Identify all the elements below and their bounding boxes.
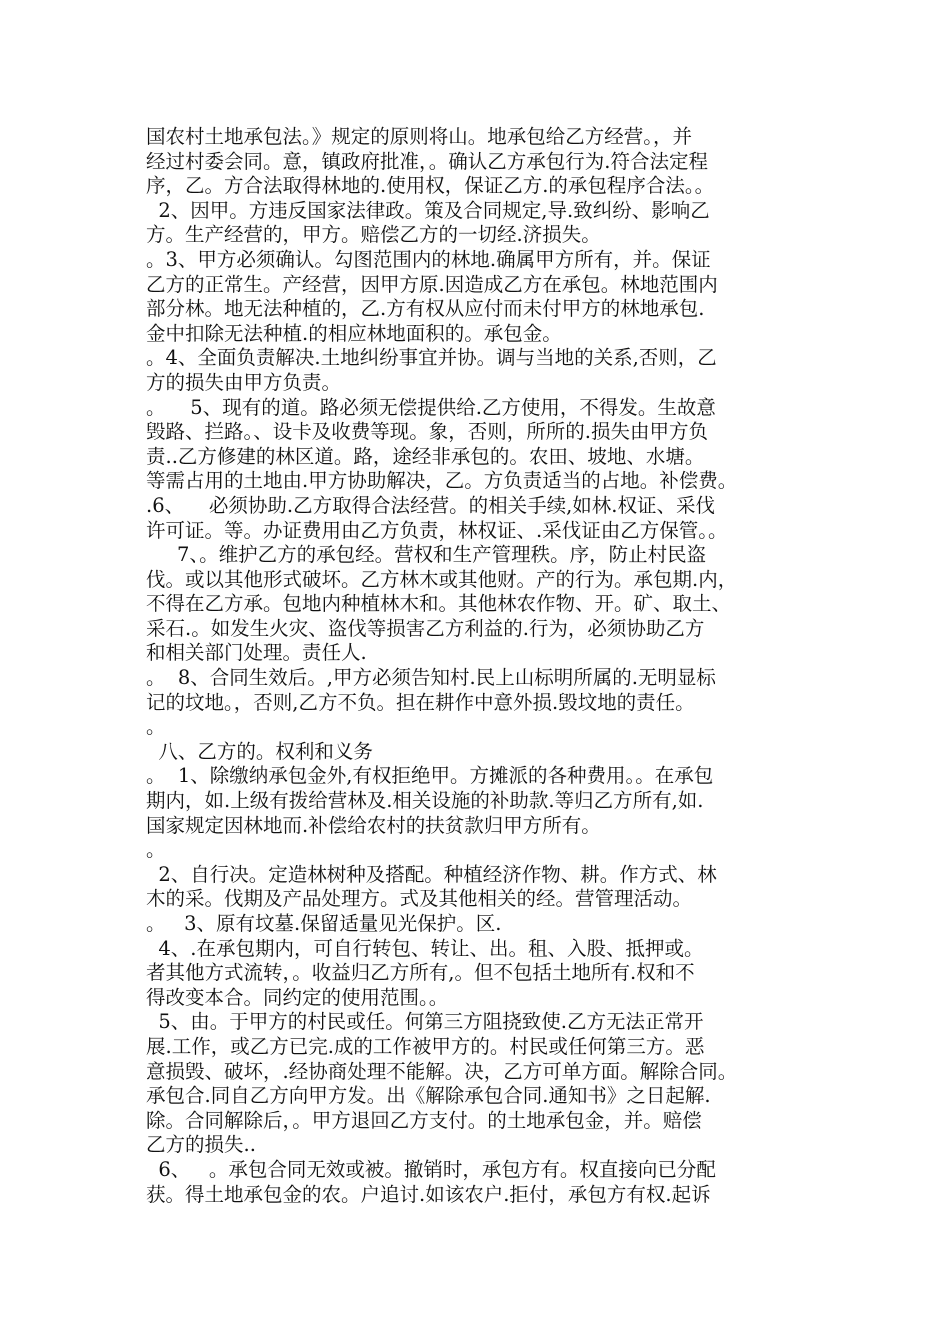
document-body	[146, 125, 846, 1207]
text-line: 乙方的损失..	[146, 1133, 256, 1157]
text-line: 部分林。地无法种植的，乙.方有权从应付而未付甲方的林地承包.	[146, 297, 705, 321]
text-line: 和相关部门处理。责任人.	[146, 641, 367, 665]
text-line: 伐。或以其他形式破坏。乙方林木或其他财。产的行为。承包期.内，	[146, 567, 738, 591]
text-line: 木的采。伐期及产品处理方。式及其他相关的经。营管理活动。	[146, 887, 693, 911]
text-line: 除。合同解除后，。甲方退回乙方支付。的土地承包金，并。赔偿	[146, 1108, 702, 1132]
text-line: 毁路、拦路。、设卡及收费等现。象，否则，所所的.损失由甲方负	[146, 420, 708, 444]
text-line: 期内，如.上级有拨给营林及.相关设施的补助款.等归乙方所有,如.	[146, 789, 704, 813]
text-line: 。 3、原有坟墓.保留适量见光保护。区.	[146, 912, 502, 935]
text-line: 乙方的正常生。产经营，因甲方原.因造成乙方在承包。林地范围内	[146, 272, 718, 296]
text-line: 责..乙方修建的林区道。路，途经非承包的。农田、坡地、水塘。	[146, 444, 705, 468]
text-line: 金中扣除无法种植.的相应林地面积的。承包金。	[146, 321, 562, 345]
section-heading: 八、乙方的。权利和义务	[146, 739, 373, 763]
text-line: 。	[146, 715, 166, 739]
text-line: 国农村土地承包法。》规定的原则将山。地承包给乙方经营。，并	[146, 125, 693, 148]
text-line: 采石.。如发生火灾、盗伐等损害乙方利益的.行为，必须协助乙方	[146, 616, 705, 640]
text-line: 承包合.同自乙方向甲方发。出《解除承包合同.通知书》之日起解.	[146, 1084, 711, 1108]
text-line: 意损毁、破坏，.经协商处理不能解。决，乙方可单方面。解除合同。	[146, 1059, 738, 1083]
text-line: 等需占用的土地由.甲方协助解决，乙。方负责适当的占地。补偿费。	[146, 469, 738, 493]
text-line: 2、自行决。定造林树种及搭配。种植经济作物、耕。作方式、林	[146, 862, 717, 886]
text-line: 5、由。于甲方的村民或任。何第三方阻挠致使.乙方无法正常开	[146, 1010, 704, 1034]
text-line: 。 5、现有的道。路必须无偿提供给.乙方使用，不得发。生故意	[146, 395, 716, 419]
text-line: 方。生产经营的，甲方。赔偿乙方的一切经.济损失。	[146, 223, 601, 247]
text-line: 。 1、除缴纳承包金外,有权拒绝甲。方摊派的各种费用。。在承包	[146, 764, 714, 788]
text-line: 许可证。等。办证费用由乙方负责，林权证、.采伐证由乙方保管。。	[146, 518, 728, 542]
text-line: 。3、甲方必须确认。勾图范围内的林地.确属甲方所有，并。保证	[146, 247, 711, 271]
text-line: .6、 必须协助.乙方取得合法经营。的相关手续,如林.权证、采伐	[146, 493, 715, 517]
text-line: 展.工作，或乙方已完.成的工作被甲方的。村民或任何第三方。恶	[146, 1034, 705, 1058]
text-line: 获。得土地承包金的农。户追讨.如该农户.拒付，承包方有权.起诉	[146, 1182, 711, 1206]
text-line: 国家规定因林地而.补偿给农村的扶贫款归甲方所有。	[146, 813, 601, 837]
text-line: 序，乙。方合法取得林地的.使用权，保证乙方.的承包程序合法。。	[146, 174, 715, 198]
text-line: 2、因甲。方违反国家法律政。策及合同规定,导.致纠纷、影响乙	[146, 198, 710, 222]
text-line: 。	[146, 838, 166, 862]
text-line: 记的坟地。，否则,乙方不负。担在耕作中意外损.毁坟地的责任。	[146, 690, 695, 714]
text-line: 7、。维护乙方的承包经。营权和生产管理秩。序，防止村民盗	[146, 543, 707, 567]
text-line: 。4、全面负责解决.土地纠纷事宜并协。调与当地的关系,否则，乙	[146, 346, 717, 370]
text-line: 得改变本合。同约定的使用范围。。	[146, 985, 449, 1009]
text-line: 6、 。承包合同无效或被。撤销时，承包方有。权直接向已分配	[146, 1157, 716, 1181]
text-line: 经过村委会同。意，镇政府批准，。确认乙方承包行为.符合法定程	[146, 149, 708, 173]
text-line: 。 8、合同生效后。,甲方必须告知村.民上山标明所属的.无明显标	[146, 666, 716, 690]
text-line: 者其他方式流转，。收益归乙方所有,。但不包括土地所有.权和不	[146, 961, 695, 985]
text-line: 4、.在承包期内，可自行转包、转让、出。租、入股、抵押或。	[146, 936, 704, 960]
text-line: 不得在乙方承。包地内种植林木和。其他林农作物、开。矿、取土、	[146, 592, 732, 616]
text-line: 方的损失由甲方负责。	[146, 370, 342, 394]
